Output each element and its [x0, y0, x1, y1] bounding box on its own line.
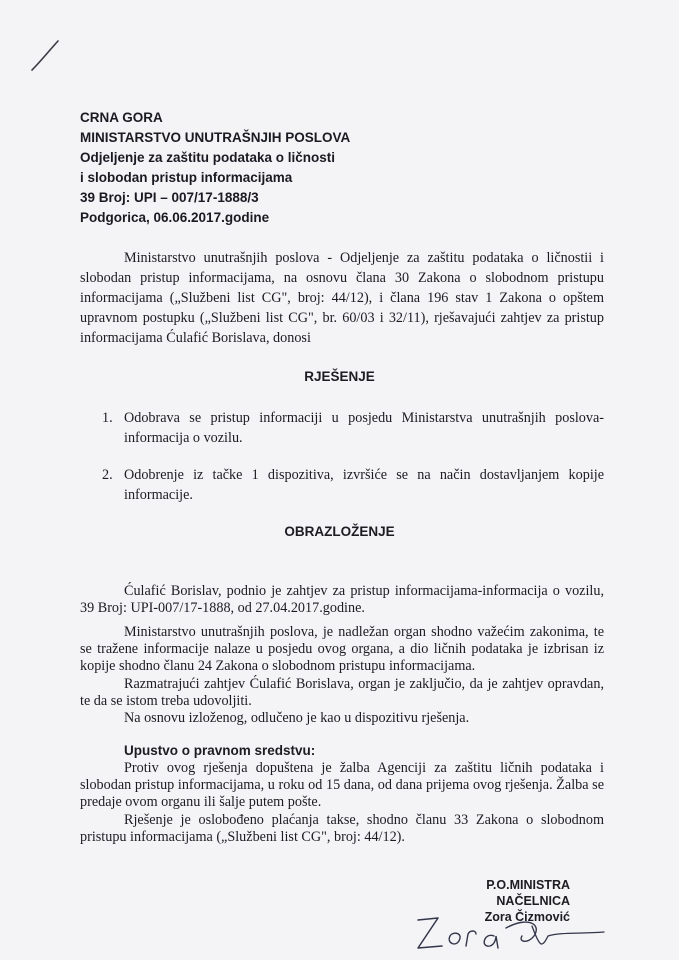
handwritten-signature	[410, 906, 610, 960]
pen-stroke-mark	[28, 38, 62, 74]
department-name: Odjeljenje za zaštitu podataka o ličnosti	[80, 150, 336, 165]
country-name: CRNA GORA	[80, 110, 163, 125]
legal-remedy-heading: Upustvo o pravnom sredstvu:	[124, 743, 316, 758]
ministry-name: MINISTARSTVO UNUTRAŠNJIH POSLOVA	[80, 130, 351, 145]
legal-remedy-paragraph: Rješenje je oslobođeno plaćanja takse, shodno članu 33 Zakona o slobodnom pristupu informacijama („Službeni list CG", broj: 44/12).	[80, 812, 604, 845]
decision-item-text: Odobrava se pristup informaciji u posjedu Ministarstva unutrašnjih poslova- informacija o vozilu.	[124, 410, 604, 446]
decision-item-number: 2.	[102, 467, 113, 483]
reasoning-paragraph: Ministarstvo unutrašnjih poslova, je nadležan organ shodno važećim zakonima, te se tražene informacije nalaze u posjedu ovog organa, a dio ličnih podataka je izbrisan iz kopije shodno članu 24 Zakona o slobodnom pristupu informacijama.	[80, 624, 604, 674]
reasoning-paragraph: Na osnovu izloženog, odlučeno je kao u dispozitivu rješenja.	[124, 710, 470, 726]
decision-item-text: Odobrenje iz tačke 1 dispozitiva, izvršiće se na način dostavljanjem kopije informacije.	[124, 467, 604, 503]
reasoning-paragraph: Ćulafić Borislav, podnio je zahtjev za pristup informacijama-informacija o vozilu, 39 Broj: UPI-007/17-1888, od 27.04.2017.godine.	[80, 583, 604, 616]
decision-item-number: 1.	[102, 410, 113, 426]
decision-item	[102, 465, 604, 505]
signatory-title: P.O.MINISTRA	[486, 878, 570, 892]
intro-paragraph: Ministarstvo unutrašnjih poslova - Odjeljenje za zaštitu podataka o ličnostii i slobodan pristup informacijama, na osnovu člana 30 Zakona o slobodnom pristupu informacijama („Službeni list CG", broj: 44/12), i člana 196 stav 1 Zakona o opštem upravnom postupku („Službeni list CG", br. 60/03 i 32/11), rješavajući zahtjev za pristup informacijama Ćulafić Borislava, donosi	[80, 250, 604, 346]
signatory-role: NAČELNICA	[496, 894, 570, 908]
document-header	[80, 108, 350, 228]
department-name-cont: i slobodan pristup informacijama	[80, 170, 293, 185]
signatory-name: Zora Čizmović	[484, 910, 570, 924]
decision-item	[102, 408, 604, 448]
reasoning-title: OBRAZLOŽENJE	[284, 524, 395, 539]
decision-title: RJEŠENJE	[304, 369, 375, 384]
place-date: Podgorica, 06.06.2017.godine	[80, 210, 270, 225]
reference-number: 39 Broj: UPI – 007/17-1888/3	[80, 190, 259, 205]
reasoning-paragraph: Razmatrajući zahtjev Ćulafić Borislava, organ je zaključio, da je zahtjev opravdan, te da se istom treba udovoljiti.	[80, 676, 604, 709]
legal-remedy-paragraph: Protiv ovog rješenja dopuštena je žalba Agenciji za zaštitu ličnih podataka i slobodan pristup informacijama, u roku od 15 dana, od dana prijema ovog rješenja. Žalba se predaje ovom organu ili šalje putem pošte.	[80, 760, 604, 810]
